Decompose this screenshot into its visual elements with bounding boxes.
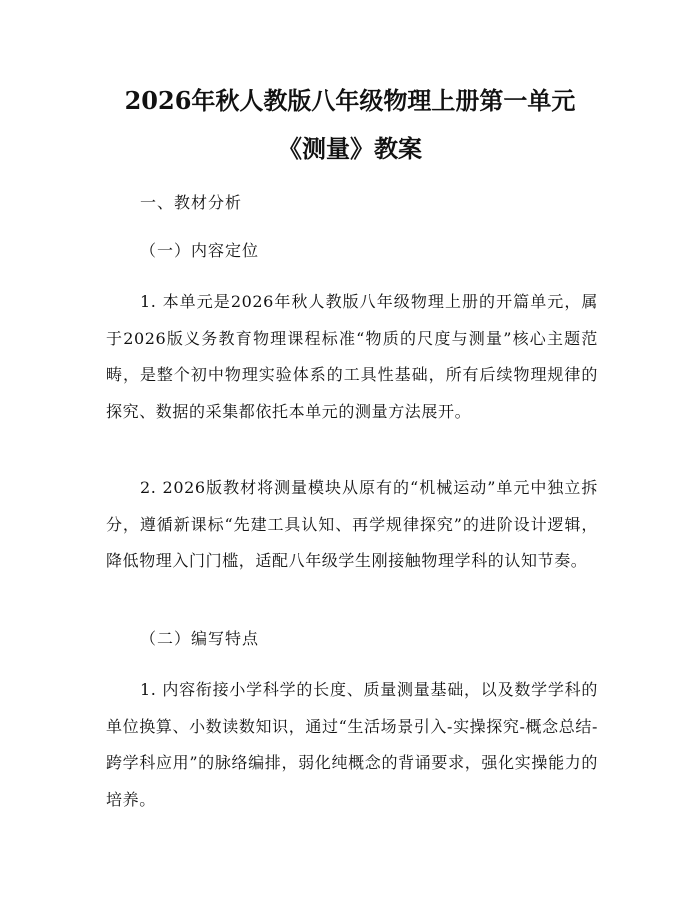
section-heading-teaching-material-analysis: 一、教材分析	[140, 193, 243, 212]
document-title-line-1: 2026年秋人教版八年级物理上册第一单元	[124, 86, 576, 115]
subsection-heading-content-positioning: （一）内容定位	[140, 241, 260, 260]
paragraph-content-positioning-2: 2. 2026版教材将测量模块从原有的“机械运动”单元中独立拆分，遵循新课标“先建工具认知、再学规律探究”的进阶设计逻辑，降低物理入门门槛，适配八年级学生刚接触物理学科的认知节奏。	[106, 478, 598, 570]
paragraph-writing-features-1: 1. 内容衔接小学科学的长度、质量测量基础，以及数学学科的单位换算、小数读数知识，通过“生活场景引入-实操探究-概念总结-跨学科应用”的脉络编排，弱化纯概念的背诵要求，强化实操能力的培养。	[106, 680, 598, 809]
paragraph-content-positioning-1: 1. 本单元是2026年秋人教版八年级物理上册的开篇单元，属于2026版义务教育物理课程标准“物质的尺度与测量”核心主题范畴，是整个初中物理实验体系的工具性基础，所有后续物理规律的探究、数据的采集都依托本单元的测量方法展开。	[106, 292, 598, 421]
subsection-heading-writing-features: （二）编写特点	[140, 629, 260, 648]
document-title-line-2: 《测量》教案	[278, 134, 422, 163]
